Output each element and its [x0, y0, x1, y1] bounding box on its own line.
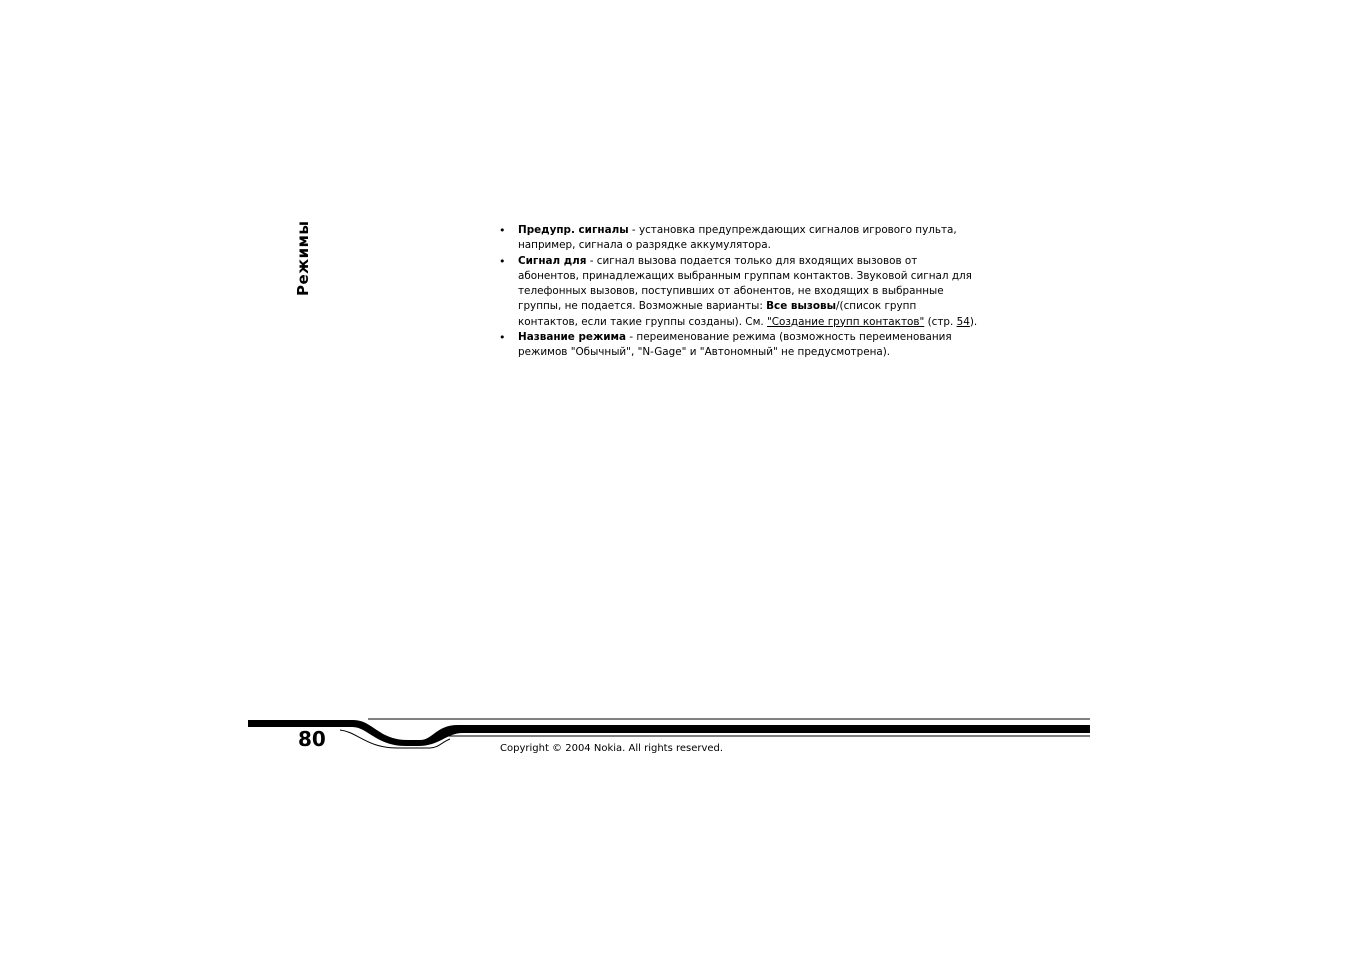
create-groups-link[interactable]: "Создание групп контактов"	[767, 315, 925, 328]
settings-list	[499, 223, 979, 361]
page-ref-suffix: ).	[969, 315, 978, 328]
option-all-calls: Все вызовы	[766, 300, 837, 313]
list-item	[499, 254, 979, 330]
item-description: - переименование режима (возможность переименования режимов "Обычный", "N-Gage" и "Автономный" не предусмотрена).	[518, 331, 952, 359]
bullet: •	[499, 224, 506, 237]
page-54-link[interactable]: 54	[956, 315, 970, 328]
item-description-cont: /(список групп контактов, если такие группы созданы). См.	[518, 300, 917, 328]
bullet: •	[499, 331, 506, 345]
section-title: Режимы	[294, 220, 312, 296]
page-number: 80	[298, 727, 326, 751]
list-item	[499, 330, 979, 361]
item-term: Предупр. сигналы	[518, 224, 629, 236]
page-ref-prefix: (стр.	[924, 315, 957, 328]
list-item	[499, 223, 979, 254]
item-description: - установка предупреждающих сигналов игрового пульта, например, сигнала о разрядке аккумулятора.	[518, 224, 957, 252]
copyright-notice: Copyright © 2004 Nokia. All rights reserved.	[500, 743, 724, 754]
bullet: •	[499, 254, 506, 268]
settings-list-content	[499, 223, 979, 361]
item-description: - сигнал вызова подается только для входящих вызовов от абонентов, принадлежащих выбранным группам контактов. Звуковой сигнал для телефонных вызовов, поступивших от абонентов, не входящих в выбранные группы, не подается. Возможные варианты:	[518, 254, 972, 313]
item-term: Название режима	[518, 331, 627, 344]
item-term: Сигнал для	[518, 254, 587, 267]
